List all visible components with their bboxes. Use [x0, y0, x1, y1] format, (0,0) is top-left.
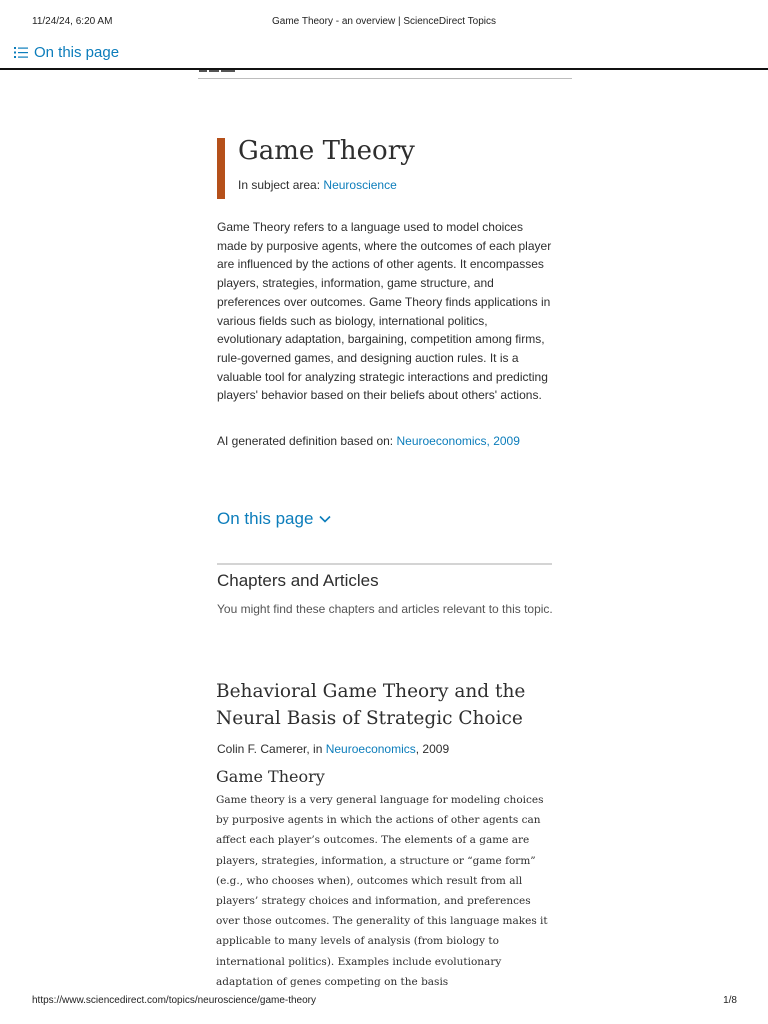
chapters-description: You might find these chapters and articles relevant to this topic. — [217, 602, 553, 616]
chapters-divider — [217, 563, 552, 565]
chevron-down-icon — [319, 515, 331, 523]
ai-definition-text: Game Theory refers to a language used to model choices made by purposive agents, where the outcomes of each player are influenced by the actions of other agents. It encompasses players, strategies, information, game structure, and preferences over outcomes. Game Theory finds applications in various fields such as biology, international politics, evolutionary adaptation, bargaining, competition among firms, rule-governed games, and designing auction rules. It is a valuable tool for analyzing strategic interactions and predicting players' behavior based on their beliefs about others' actions. — [217, 220, 552, 403]
subject-area-prefix: In subject area: — [238, 178, 321, 192]
page-title: Game Theory — [238, 136, 415, 166]
on-this-page-toggle[interactable] — [217, 509, 331, 529]
subject-area — [238, 178, 397, 192]
header-divider — [0, 68, 768, 70]
print-header — [0, 16, 768, 32]
title-accent-bar — [217, 138, 225, 199]
logo-fragment — [199, 70, 237, 74]
article-author: Colin F. Camerer, in — [217, 742, 323, 756]
print-timestamp: 11/24/24, 6:20 AM — [32, 16, 113, 27]
print-footer — [0, 995, 768, 1009]
article-title-link[interactable]: Behavioral Game Theory and the Neural Basis of Strategic Choice — [216, 681, 526, 729]
top-on-this-page-label: On this page — [34, 43, 120, 61]
article-book-link[interactable]: Neuroeconomics — [325, 742, 416, 756]
on-this-page-label: On this page — [217, 509, 314, 528]
article-excerpt: Game theory is a very general language for modeling choices by purposive agents in which the actions of other agents can affect each player’s outcomes. The elements of a game are players, strategies, information, a structure or “game form” (e.g., who chooses when), outcomes which result from all players’ strategy choices and information, and preferences over those outcomes. The generality of this language makes it applicable to many levels of analysis (from biology to international politics). Examples include evolutionary adaptation of genes competing on the basis — [216, 794, 548, 988]
subject-area-link[interactable]: Neuroscience — [323, 178, 397, 192]
ai-definition-source — [217, 434, 520, 448]
article-section-heading: Game Theory — [216, 767, 325, 786]
top-on-this-page-link[interactable] — [14, 40, 119, 64]
ai-definition-source-link[interactable]: Neuroeconomics, 2009 — [396, 434, 520, 448]
ai-definition-source-prefix: AI generated definition based on: — [217, 434, 394, 448]
list-icon — [14, 47, 28, 58]
print-url: https://www.sciencedirect.com/topics/neuroscience/game-theory — [32, 995, 317, 1006]
article-year: , 2009 — [415, 742, 450, 756]
print-page-number: 1/8 — [723, 995, 737, 1006]
print-document-title: Game Theory - an overview | ScienceDirect Topics — [272, 16, 496, 27]
content-top-divider — [198, 78, 572, 79]
article-meta — [217, 742, 449, 756]
chapters-heading: Chapters and Articles — [217, 571, 379, 590]
